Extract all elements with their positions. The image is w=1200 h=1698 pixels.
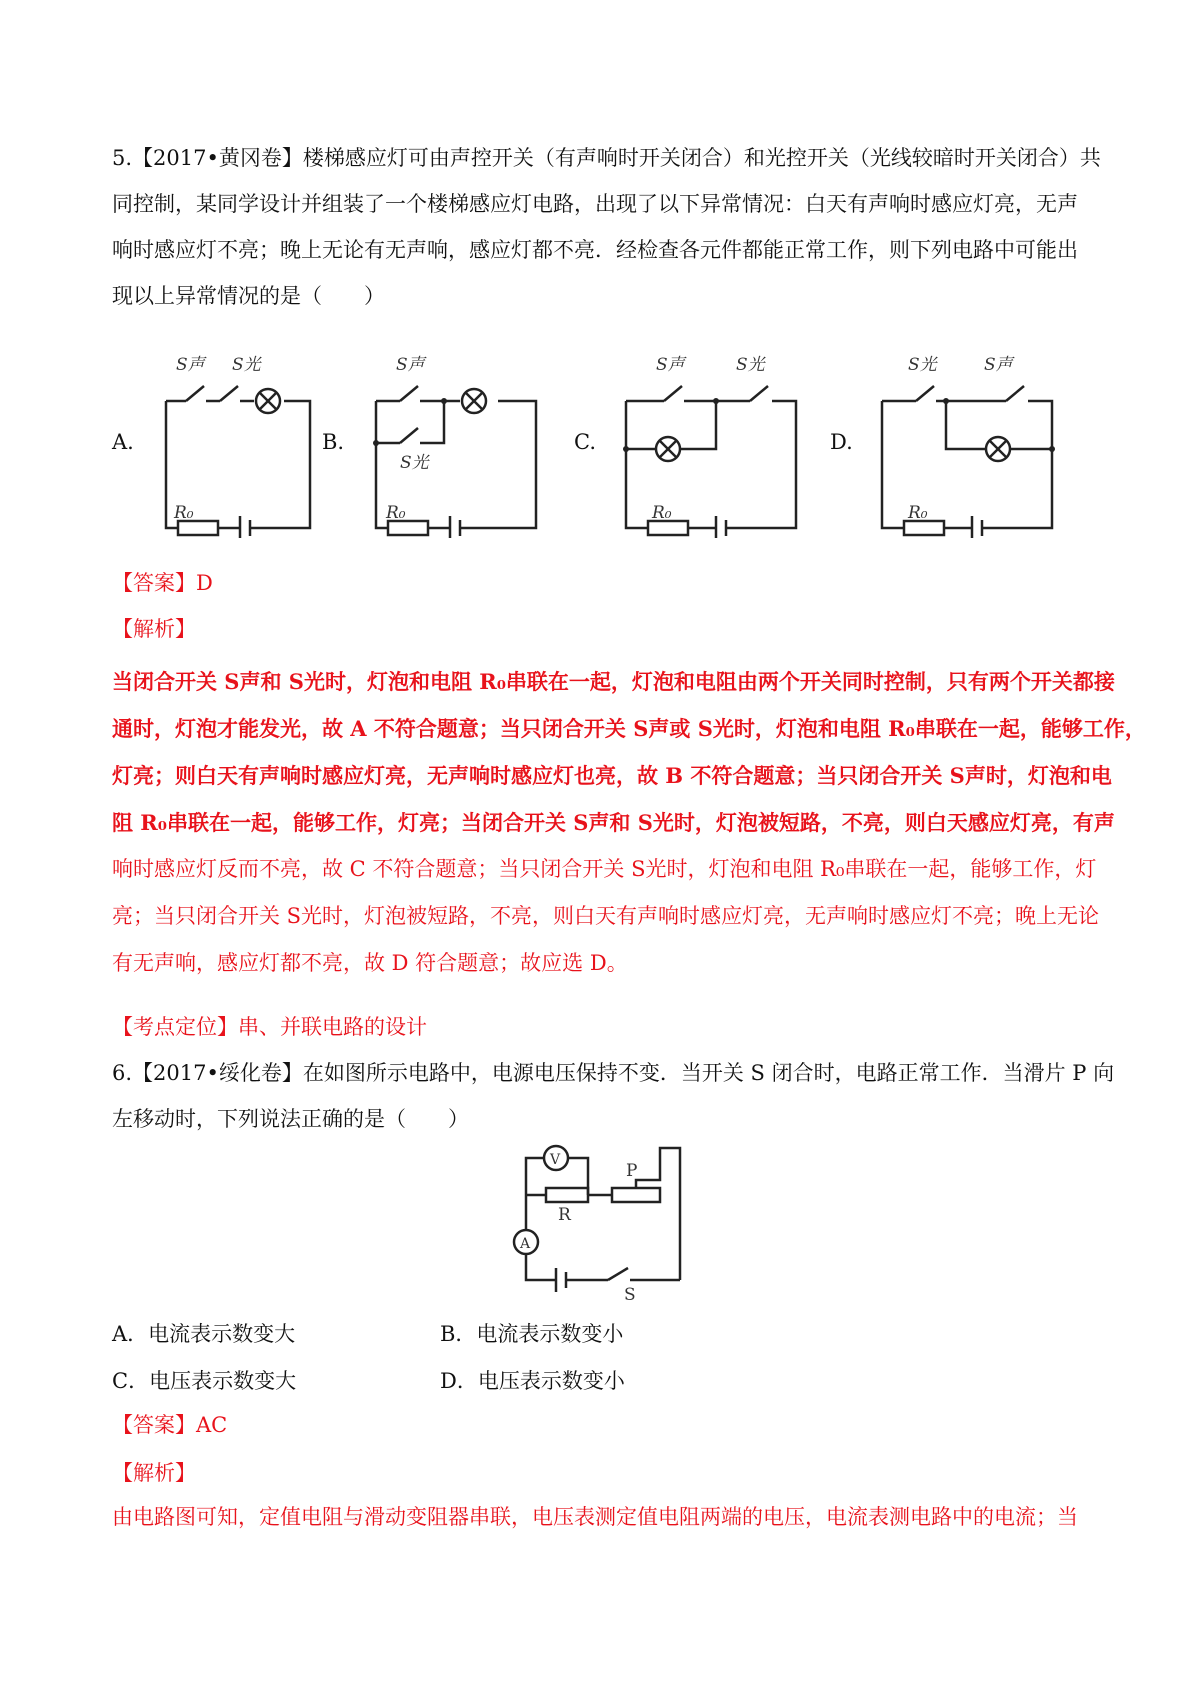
resistor-r0-label: R₀ bbox=[386, 503, 406, 523]
q6-stem bbox=[112, 1050, 1115, 1142]
switch-light-icon bbox=[916, 386, 934, 401]
q5-stem-line: 响时感应灯不亮；晚上无论有无声响，感应灯都不亮．经检查各元件都能正常工作，则下列电路中可能出 bbox=[112, 238, 1078, 262]
resistor-r0-label: R₀ bbox=[908, 503, 928, 523]
resistor-r0-label: R₀ bbox=[174, 503, 194, 523]
switch-light-icon bbox=[750, 386, 768, 401]
q5-option-d-label: D. bbox=[830, 430, 853, 454]
circuit-diagram-b bbox=[356, 348, 556, 538]
switch-light-label: S光 bbox=[736, 355, 765, 375]
resistor-r0 bbox=[904, 521, 944, 535]
slider-p-label: P bbox=[626, 1161, 638, 1181]
switch-sound-label: S声 bbox=[176, 355, 205, 375]
resistor-r0 bbox=[648, 521, 688, 535]
resistor-r0 bbox=[178, 521, 218, 535]
q5-analysis-line: 阻 R₀串联在一起，能够工作，灯亮；当闭合开关 S声和 S光时，灯泡被短路，不亮，则白天感应灯亮，有声 bbox=[112, 810, 1115, 835]
circuit-diagram-a bbox=[150, 348, 325, 538]
switch-sound-icon bbox=[186, 386, 204, 401]
q6-stem-line: 6.【2017•绥化卷】在如图所示电路中，电源电压保持不变．当开关 S 闭合时，电路正常工作．当滑片 P 向 bbox=[112, 1061, 1115, 1085]
q6-analysis-title: 【解析】 bbox=[112, 1461, 196, 1485]
q5-analysis-line: 灯亮；则白天有声响时感应灯亮，无声响时感应灯也亮，故 B 不符合题意；当只闭合开关 S声时，灯泡和电 bbox=[112, 763, 1112, 788]
switch-light-label: S光 bbox=[400, 453, 429, 473]
q6-analysis bbox=[112, 1494, 1098, 1540]
q6-option-b: B．电流表示数变小 bbox=[440, 1322, 624, 1346]
switch-sound-label: S声 bbox=[656, 355, 685, 375]
rheostat-icon bbox=[612, 1188, 660, 1202]
switch-light-label: S光 bbox=[908, 355, 937, 375]
q5-option-c-label: C. bbox=[574, 430, 596, 454]
q5-analysis-line: 通时，灯泡才能发光，故 A 不符合题意；当只闭合开关 S声或 S光时，灯泡和电阻 R₀串联在一起，能够工作， bbox=[112, 716, 1146, 741]
q6-answer: 【答案】AC bbox=[112, 1413, 228, 1437]
q6-option-c: C．电压表示数变大 bbox=[112, 1369, 297, 1393]
resistor-r bbox=[546, 1188, 588, 1202]
circuit-diagram-c bbox=[612, 348, 812, 538]
resistor-r0 bbox=[388, 521, 428, 535]
q5-analysis-line: 当闭合开关 S声和 S光时，灯泡和电阻 R₀串联在一起，灯泡和电阻由两个开关同时控制，只有两个开关都接 bbox=[112, 669, 1115, 694]
q6-option-a: A．电流表示数变大 bbox=[112, 1322, 296, 1346]
switch-s-label: S bbox=[624, 1285, 636, 1300]
circuit-diagram-q6 bbox=[508, 1140, 698, 1300]
ammeter-label: A bbox=[520, 1236, 531, 1252]
voltmeter-label: V bbox=[550, 1152, 561, 1168]
switch-sound-label: S声 bbox=[396, 355, 425, 375]
switch-light-icon bbox=[400, 428, 418, 443]
switch-light-icon bbox=[220, 386, 238, 401]
q5-option-b-label: B. bbox=[322, 430, 345, 454]
q6-option-d: D．电压表示数变小 bbox=[440, 1369, 625, 1393]
q5-stem bbox=[112, 135, 1101, 319]
switch-light-label: S光 bbox=[232, 355, 261, 375]
q5-analysis-line: 有无声响，感应灯都不亮，故 D 符合题意；故应选 D。 bbox=[112, 951, 628, 975]
q5-answer: 【答案】D bbox=[112, 571, 213, 595]
circuit-diagram-d bbox=[868, 348, 1068, 538]
switch-sound-icon bbox=[400, 386, 418, 401]
resistor-r0-label: R₀ bbox=[652, 503, 672, 523]
q5-stem-line: 5.【2017•黄冈卷】楼梯感应灯可由声控开关（有声响时开关闭合）和光控开关（光线较暗时开关闭合）共 bbox=[112, 146, 1101, 170]
switch-sound-icon bbox=[1006, 386, 1024, 401]
q5-analysis-title: 【解析】 bbox=[112, 617, 196, 641]
switch-s-icon bbox=[608, 1268, 628, 1280]
q5-stem-line: 现以上异常情况的是（ ） bbox=[112, 284, 385, 308]
q5-stem-line: 同控制，某同学设计并组装了一个楼梯感应灯电路，出现了以下异常情况：白天有声响时感应灯亮，无声 bbox=[112, 192, 1078, 216]
q5-analysis bbox=[112, 658, 1146, 987]
resistor-r-label: R bbox=[558, 1205, 571, 1225]
q5-kaodian: 【考点定位】串、并联电路的设计 bbox=[112, 1015, 427, 1039]
q6-stem-line: 左移动时，下列说法正确的是（ ） bbox=[112, 1107, 469, 1131]
q5-option-a-label: A. bbox=[112, 430, 134, 454]
q5-analysis-line: 响时感应灯反而不亮，故 C 不符合题意；当只闭合开关 S光时，灯泡和电阻 R₀串联在一起，能够工作，灯 bbox=[112, 857, 1097, 881]
q5-analysis-line: 亮；当只闭合开关 S光时，灯泡被短路，不亮，则白天有声响时感应灯亮，无声响时感应灯不亮；晚上无论 bbox=[112, 904, 1100, 928]
switch-sound-label: S声 bbox=[984, 355, 1013, 375]
q6-analysis-line: 由电路图可知，定值电阻与滑动变阻器串联，电压表测定值电阻两端的电压，电流表测电路中的电流；当 bbox=[112, 1505, 1078, 1529]
switch-sound-icon bbox=[664, 386, 682, 401]
